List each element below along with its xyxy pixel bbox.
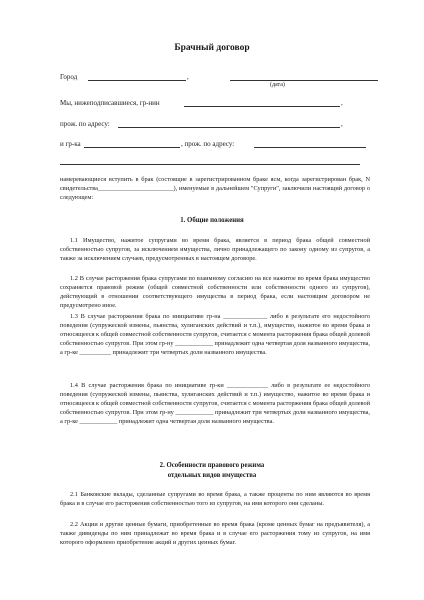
- city-blank: [88, 80, 186, 81]
- section2-p2-text: 2.2 Акции и другие ценные бумаги, приобретенные во время брака (кроме ценных бумаг на предъявителя), а также дивиденды по ним принадлежат во время брака и в случае его расторжения тому из супругов, на имя которого оформлено приобретение акций и других ценных бумаг.: [60, 521, 370, 547]
- address2-blank: [254, 147, 366, 148]
- section2-heading-line1: 2. Особенности правового режима: [159, 462, 265, 469]
- section2-p1-text: 2.1 Банковские вклады, сделанные супругами во время брака, а также проценты по ним являются во время брака и в случае его расторжения собственностью того из супругов, на имя которого они сделаны.: [60, 491, 370, 508]
- parties-comma: ,: [341, 99, 343, 107]
- address2-label: , прож. по адресу:: [181, 140, 235, 148]
- address1-comma: ,: [341, 120, 343, 128]
- section1-p3-text: 1.3 В случае расторжения брака по инициативе гр-на ______________ либо в результате его недостойного поведения (супружеской измены, пьянства, хулиганских действий и т.п.), имущество, нажитое во время брака и относящееся к общей совместной собственности супругов, считается с момента расторжения брака общей долевой собственностью супругов. При этом гр-ну ____________ принадлежит одна четвертая доля названного имущества, а гр-ке __________ принадлежит три четвертых доли названного имущества.: [60, 313, 370, 357]
- address1-label: прож. по адресу:: [60, 120, 110, 128]
- parties-label: Мы, нижеподписавшиеся, гр-нин: [60, 99, 160, 107]
- section2-heading-line2: отдельных видов имущества: [167, 472, 257, 479]
- section2-p1: [60, 490, 370, 508]
- address1-blank: [118, 127, 340, 128]
- husband-name-blank: [184, 106, 340, 107]
- section1-p2: [60, 274, 370, 310]
- section1-p1-text: 1.1 Имущество, нажитое супругами во время брака, является в период брака общей совместной собственностью супругов, за исключением имущества, лично принадлежащего по закону одному из супругов, а также за исключением случаев, предусмотренных в настоящем договоре.: [60, 237, 370, 263]
- section1-heading: 1. Общие положения: [180, 217, 244, 224]
- intro-paragraph: намеревающиеся вступить в брак (состоящие в зарегистрированном браке ясм, когда зарегистрирован брак, N свидетельства________________________), именуемые в дальнейшем "Супруги", заключили настоящий договор о следующем:: [60, 176, 370, 202]
- address2-continuation-blank: [60, 164, 360, 165]
- city-label: Город: [60, 73, 78, 81]
- section1-p1: [60, 236, 370, 263]
- section1-p4-text: 1.4 В случае расторжения брака по инициативе гр-ки _____________ либо в результате ее недостойного поведения (супружеской измены, пьянства, хулиганских действий и т.п.) имущество, нажитое во время брака и относящееся к общей совместной собственности супругов, считается с момента расторжения брака общей долевой собственностью супругов. При этом гр-ну ____________ принадлежит три четвертых доли названного имущества, а гр-ке ____________ принадлежит одна четвертая доля названного имущества.: [60, 382, 370, 426]
- section1-p4: [60, 381, 370, 426]
- date-label: (дата): [270, 82, 285, 88]
- section1-p2-text: 1.2 В случае расторжения брака супругами по взаимному согласию на все нажитое во время брака имущество сохраняется правовой режим (общей совместной собственности или собственности одного из супругов), действующий в отношении соответствующего имущества в период брака, если настоящим договором не предусмотрено иное.: [60, 275, 370, 310]
- wife-label: и гр-ка: [60, 140, 81, 148]
- document-title: Брачный договор: [174, 43, 250, 53]
- city-comma: ,: [187, 73, 189, 81]
- section1-p3: [60, 312, 370, 357]
- wife-name-blank: [84, 147, 180, 148]
- section2-p2: [60, 520, 370, 547]
- date-blank: [230, 80, 378, 81]
